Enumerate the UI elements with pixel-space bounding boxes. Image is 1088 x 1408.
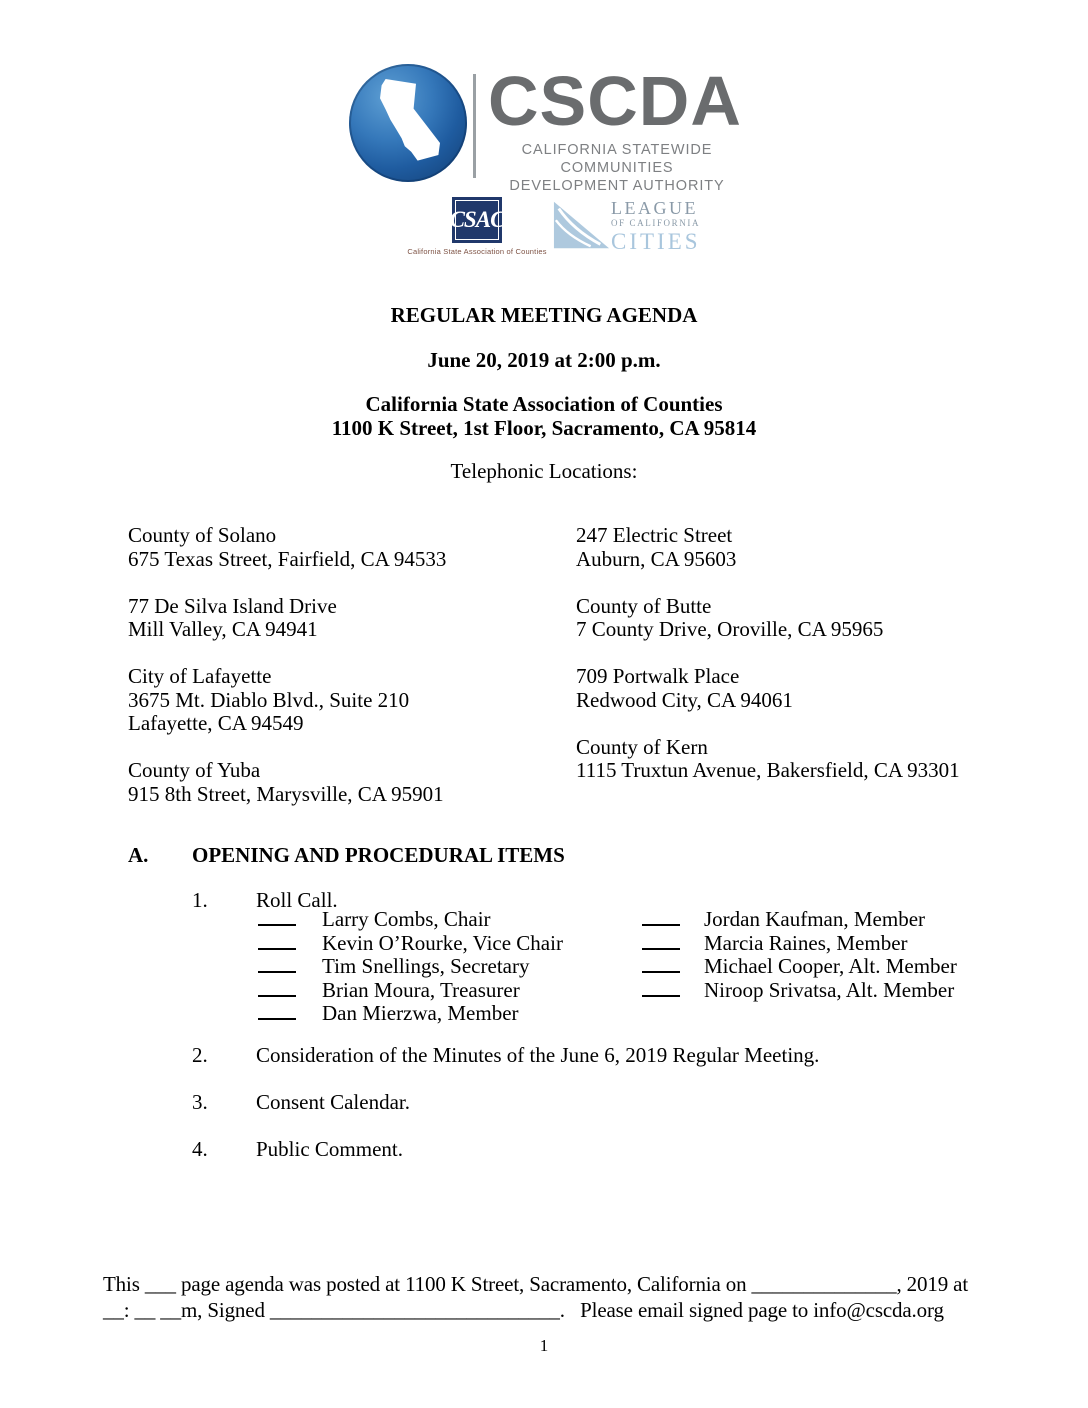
item-text: Consent Calendar. [256,1090,410,1114]
vote-blank [642,935,680,950]
item-number: 4. [192,1137,208,1161]
location-block [128,595,446,642]
vote-blank [642,958,680,973]
csac-logo [449,197,505,243]
cscda-logo-tagline [489,141,745,195]
footer-line-1: This ___ page agenda was posted at 1100 K Street, Sacramento, California on ______________, 2019 at [103,1272,969,1296]
roll-call-row [258,1002,563,1026]
location-block [128,759,446,806]
venue-name: California State Association of Counties [365,392,723,416]
telephonic-heading: Telephonic Locations: [450,459,638,483]
roll-call-row [258,979,563,1003]
tagline-line-1: CALIFORNIA STATEWIDE COMMUNITIES [521,142,713,176]
location-line: 3675 Mt. Diablo Blvd., Suite 210 [128,687,410,712]
league-line-1: LEAGUE [611,198,698,218]
tagline-line-2: DEVELOPMENT AUTHORITY [509,178,725,194]
location-block [128,665,446,736]
section-heading: OPENING AND PROCEDURAL ITEMS [192,843,565,867]
location-line: 709 Portwalk Place [576,664,740,688]
item-text: Roll Call. [256,888,338,912]
location-line: County of Yuba [128,758,261,782]
location-line: 675 Texas Street, Fairfield, CA 94533 [128,546,447,571]
vote-blank [258,911,296,926]
item-number: 3. [192,1090,208,1114]
league-logo-text [611,199,701,254]
location-block [576,524,960,571]
location-line: County of Kern [576,734,708,759]
item-text: Public Comment. [256,1137,403,1161]
roll-call-row [258,955,563,979]
location-block [576,736,960,783]
roll-call-name: Marcia Raines, Member [704,930,908,955]
logo-divider [473,74,476,178]
roll-call-name: Brian Moura, Treasurer [322,977,520,1002]
locations-left-column [128,524,446,830]
location-line: Mill Valley, CA 94941 [128,617,318,641]
roll-call-name: Larry Combs, Chair [322,907,491,931]
location-block [576,595,960,642]
page-title: REGULAR MEETING AGENDA [390,303,698,327]
location-block [128,524,446,571]
location-line: 915 8th Street, Marysville, CA 95901 [128,781,444,806]
roll-call-left-column [258,908,563,1026]
vote-blank [258,1005,296,1020]
footer-line-2: __: __ __m, Signed ____________________________. Please email signed page to info@cscda.org [103,1297,944,1322]
location-line: County of Solano [128,523,277,547]
roll-call-name: Kevin O’Rourke, Vice Chair [322,930,563,955]
item-number: 1. [192,888,208,912]
location-block [576,665,960,712]
roll-call-row [642,908,957,932]
location-line: 247 Electric Street [576,523,733,547]
location-line: Redwood City, CA 94061 [576,687,793,712]
meeting-venue [0,393,1088,440]
league-line-3: CITIES [611,229,701,254]
location-line: County of Butte [576,593,712,618]
posting-certification [103,1272,1088,1323]
roll-call-row [642,955,957,979]
csac-logo-acronym: CSAC [449,207,505,232]
roll-call-row [258,908,563,932]
roll-call-right-column [642,908,957,1002]
venue-address: 1100 K Street, 1st Floor, Sacramento, CA 95814 [331,415,757,440]
roll-call-name: Niroop Srivatsa, Alt. Member [704,977,955,1002]
locations-right-column [576,524,960,806]
cscda-logo-globe-icon [349,64,467,182]
meeting-datetime: June 20, 2019 at 2:00 p.m. [427,348,661,372]
vote-blank [258,958,296,973]
item-number: 2. [192,1043,208,1067]
roll-call-row [642,979,957,1003]
page-number: 1 [539,1336,549,1355]
vote-blank [258,982,296,997]
cscda-logo-wordmark: CSCDA [488,62,742,140]
location-line: Auburn, CA 95603 [576,546,737,571]
location-line: Lafayette, CA 94549 [128,711,304,735]
vote-blank [642,982,680,997]
roll-call-name: Jordan Kaufman, Member [704,907,926,931]
roll-call-row [258,932,563,956]
roll-call-row [642,932,957,956]
section-label: A. [128,843,149,867]
league-logo-sail-icon [552,200,610,256]
vote-blank [258,935,296,950]
roll-call-name: Michael Cooper, Alt. Member [704,954,957,978]
vote-blank [642,911,680,926]
item-text: Consideration of the Minutes of the June 6, 2019 Regular Meeting. [256,1043,820,1067]
roll-call-name: Tim Snellings, Secretary [322,954,530,978]
location-line: 1115 Truxtun Avenue, Bakersfield, CA 93301 [576,758,960,782]
csac-logo-caption: California State Association of Counties [407,247,547,256]
location-line: 7 County Drive, Oroville, CA 95965 [576,617,884,641]
location-line: City of Lafayette [128,664,272,688]
roll-call-name: Dan Mierzwa, Member [322,1001,519,1025]
california-state-icon [368,74,448,172]
location-line: 77 De Silva Island Drive [128,593,337,618]
league-line-2: OF CALIFORNIA [611,218,701,228]
